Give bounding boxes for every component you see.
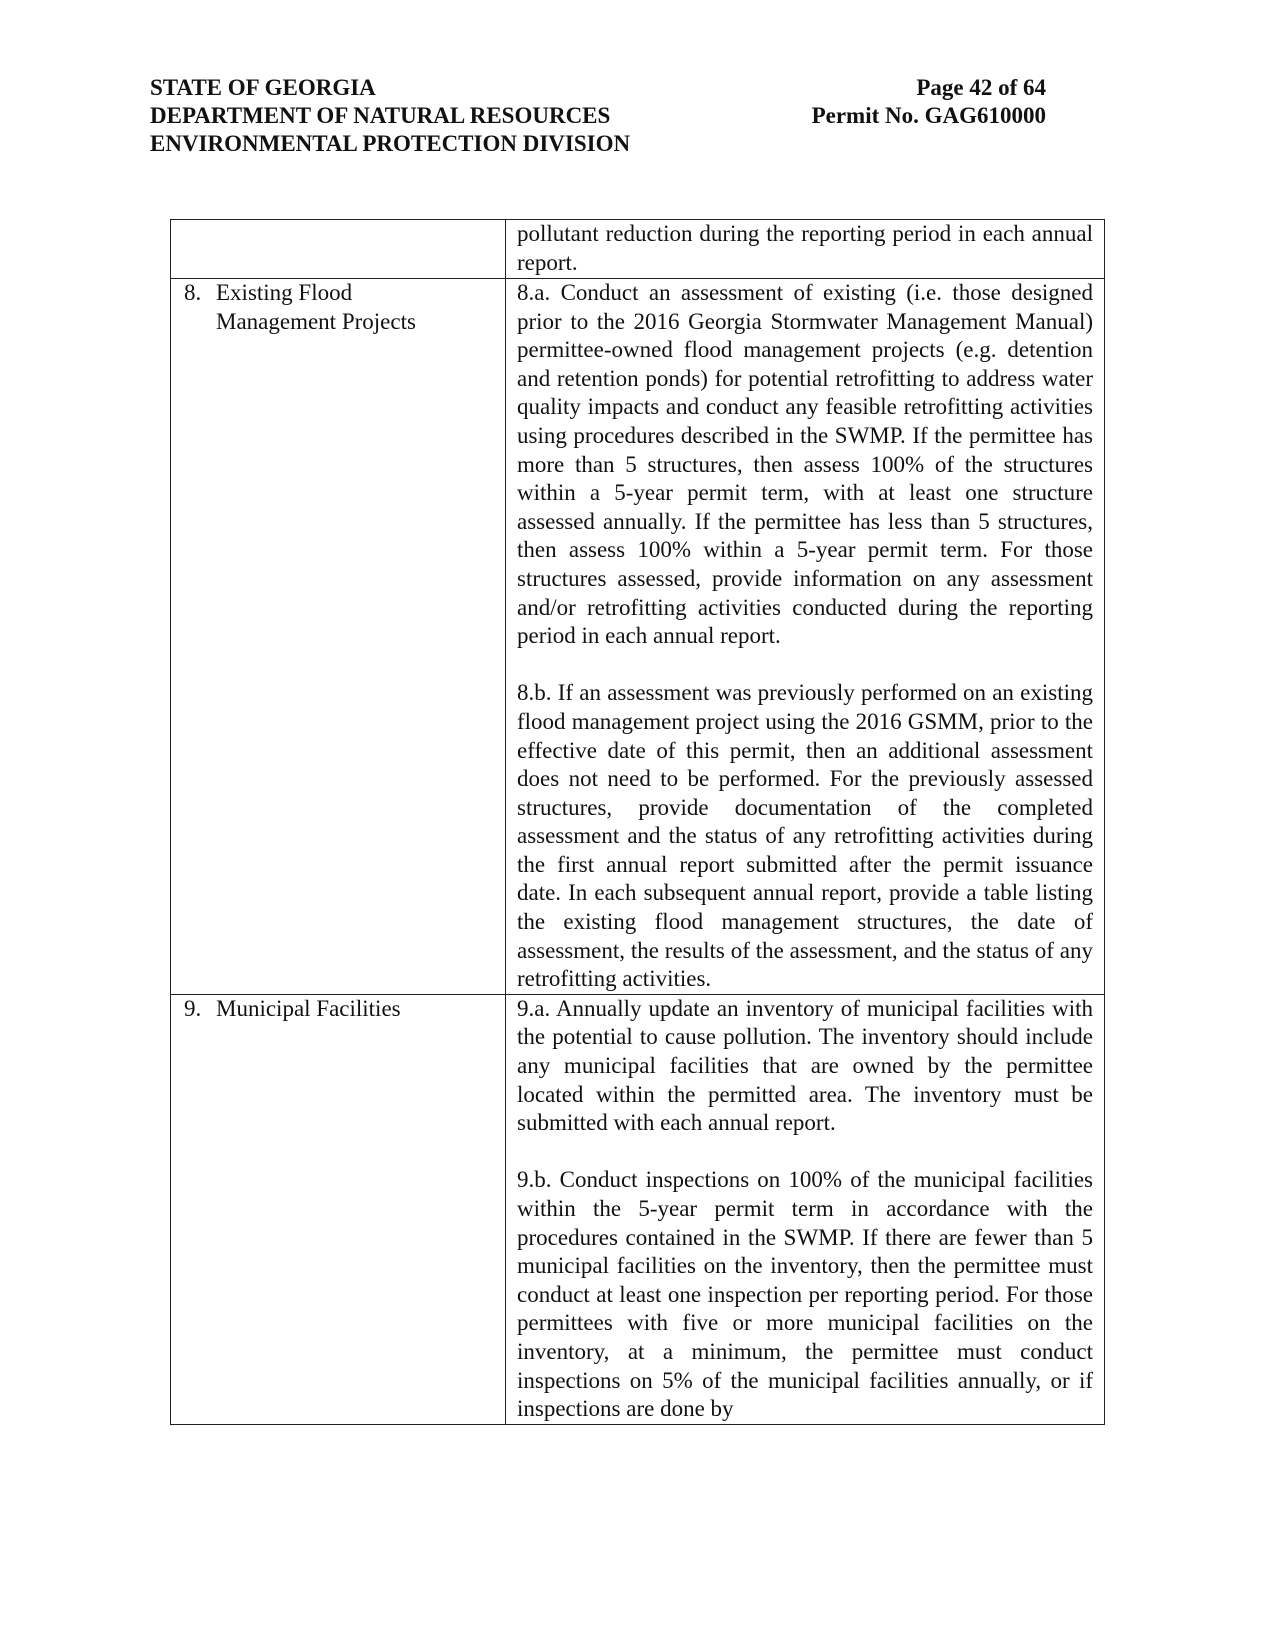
continuation-text: pollutant reduction during the reporting period in each annual report. — [517, 221, 1093, 275]
agency-block — [150, 74, 770, 158]
requirement-paragraph: 9.b. Conduct inspections on 100% of the municipal facilities within the 5-year permit term in accordance with the procedures contained in the SWMP. If there are fewer than 5 municipal facilities on the inventory, then the permittee must conduct at least one inspection per reporting period. For those permittees with five or more municipal facilities on the inventory, at a minimum, the permittee must conduct inspections on 5% of the municipal facilities annually, or if inspections are done by — [517, 1167, 1093, 1422]
item-title — [184, 279, 495, 308]
table-cell-continuation — [506, 220, 1105, 279]
item-title — [184, 995, 495, 1024]
permit-number: Permit No. GAG610000 — [811, 103, 1046, 128]
table-cell-blank — [171, 220, 506, 279]
table-cell-requirements — [506, 994, 1105, 1424]
agency-department: DEPARTMENT OF NATURAL RESOURCES — [150, 103, 611, 128]
table-cell-item-title — [171, 994, 506, 1424]
item-number: 8. — [184, 280, 202, 305]
requirement-paragraph: 8.a. Conduct an assessment of existing (i.e. those designed prior to the 2016 Georgia Stormwater Management Manual) permittee-owned flood management projects (e.g. detention and retention ponds) for potential retrofitting to address water quality impacts and conduct any feasible retrofitting activities using procedures described in the SWMP. If the permittee has more than 5 structures, then assess 100% of the structures within a 5-year permit term, with at least one structure assessed annually. If the permittee has less than 5 structures, then assess 100% within a 5-year permit term. For those structures assessed, provide information on any assessment and/or retrofitting activities conducted during the reporting period in each annual report. — [517, 280, 1093, 649]
table-cell-requirements — [506, 279, 1105, 995]
requirement-paragraph: 9.a. Annually update an inventory of municipal facilities with the potential to cause pollution. The inventory should include any municipal facilities that are owned by the permittee located within the permitted area. The inventory must be submitted with each annual report. — [517, 995, 1093, 1136]
item-title-text: Municipal Facilities — [216, 995, 401, 1021]
agency-state: STATE OF GEORGIA — [150, 75, 376, 100]
page-info-block — [786, 74, 1046, 130]
item-title-continuation: Management Projects — [216, 308, 416, 334]
table-row — [171, 220, 1105, 279]
table-row — [171, 279, 1105, 995]
item-number: 9. — [184, 995, 202, 1021]
page-number: Page 42 of 64 — [916, 75, 1046, 100]
agency-division: ENVIRONMENTAL PROTECTION DIVISION — [150, 131, 631, 156]
requirement-paragraph: 8.b. If an assessment was previously performed on an existing flood management project using the 2016 GSMM, prior to the effective date of this permit, then an additional assessment does not need to be performed. For the previously assessed structures, provide documentation of the completed assessment and the status of any retrofitting activities during the first annual report submitted after the permit issuance date. In each subsequent annual report, provide a table listing the existing flood management structures, the date of assessment, the results of the assessment, and the status of any retrofitting activities. — [517, 680, 1093, 992]
item-title-text: Existing Flood — [216, 280, 353, 305]
table-row — [171, 994, 1105, 1424]
table-cell-item-title — [171, 279, 506, 995]
requirements-table — [170, 219, 1105, 1425]
